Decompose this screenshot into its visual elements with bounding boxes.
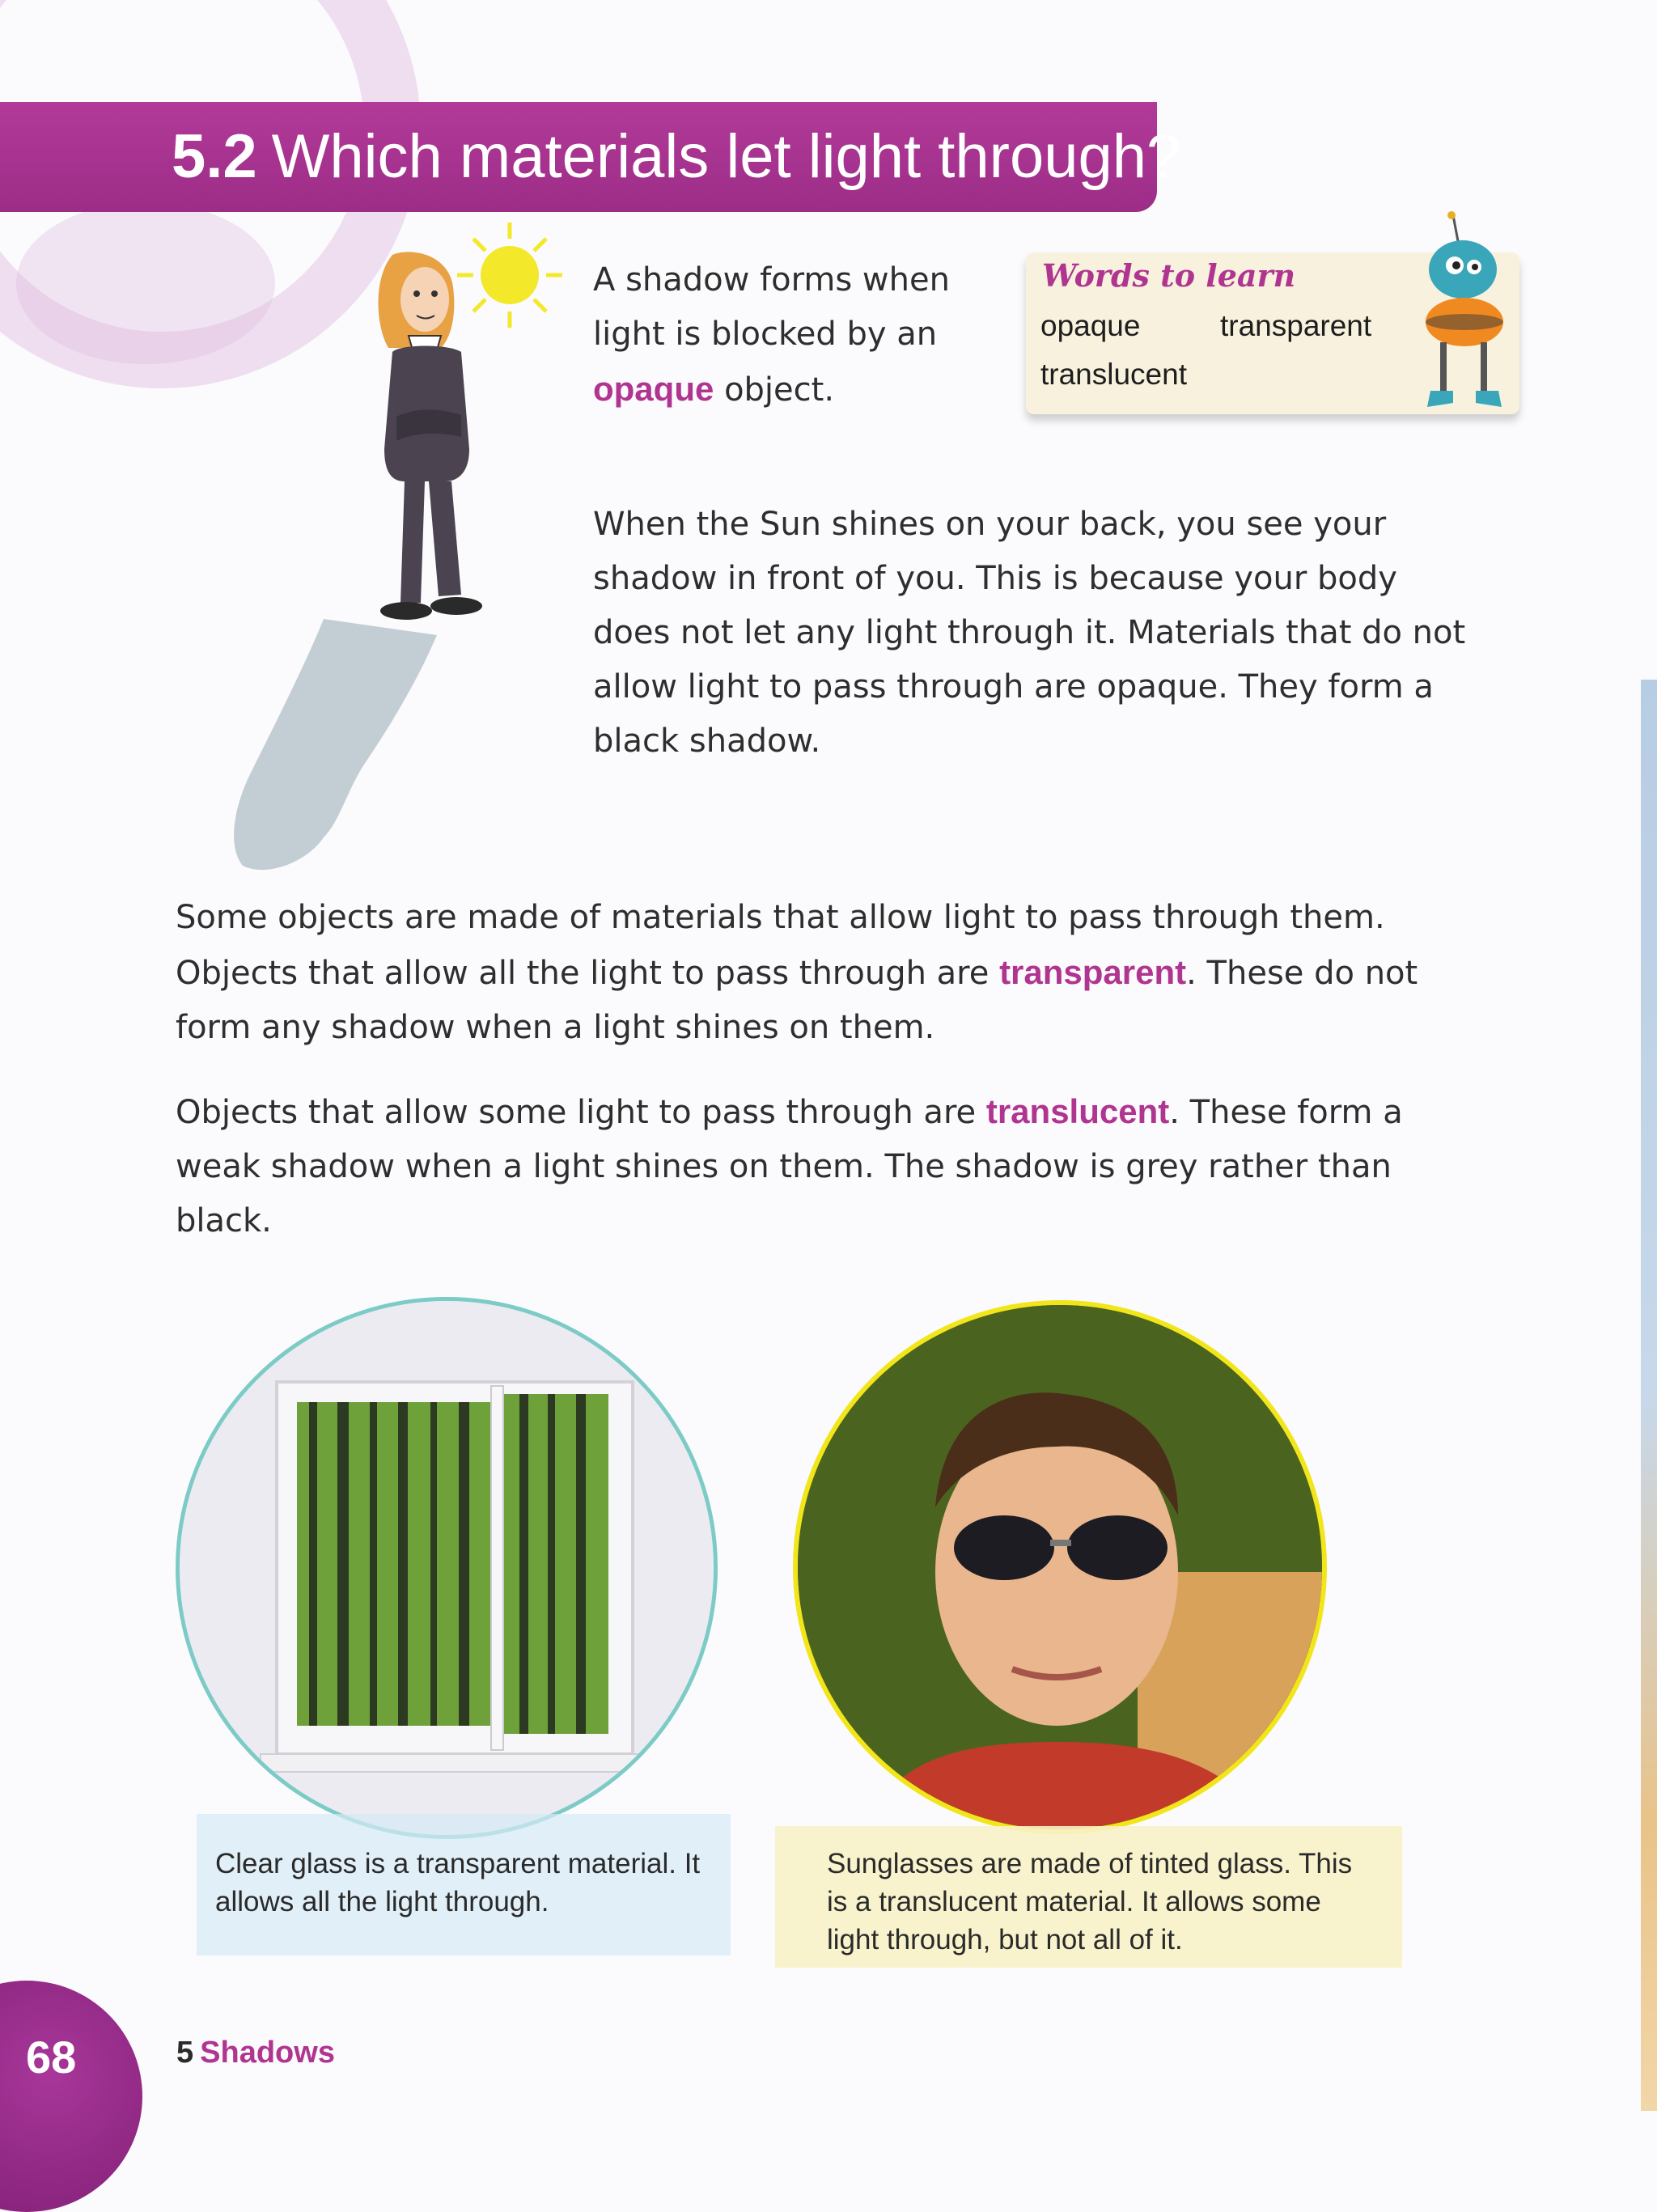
section-title-bar bbox=[0, 102, 1181, 212]
girl-with-sun-illustration bbox=[227, 206, 599, 886]
footer-chapter bbox=[176, 2036, 335, 2070]
paragraph-transparent bbox=[176, 891, 1454, 1055]
sun-icon bbox=[457, 222, 562, 328]
chapter-title: Shadows bbox=[200, 2036, 335, 2070]
section-number: 5.2 bbox=[172, 122, 257, 191]
word-opaque: opaque bbox=[1040, 309, 1141, 342]
window-forest-photo bbox=[176, 1297, 718, 1839]
paragraph2-part2: . These do not form any shadow when a light shines on them. bbox=[176, 955, 1418, 1046]
window-illustration bbox=[180, 1301, 714, 1835]
page-number: 68 bbox=[26, 2032, 77, 2083]
paragraph-opaque: When the Sun shines on your back, you see your shadow in front of you. This is because your body does not let any light through it. Materials that do not allow light to pass through are opaque. They form a black shadow. bbox=[593, 506, 1466, 760]
intro-part2: object. bbox=[724, 371, 835, 409]
section-title: Which materials let light through? bbox=[271, 122, 1181, 191]
paragraph3-part2: . These form a weak shadow when a light shines on them. The shadow is grey rather than black. bbox=[176, 1094, 1403, 1239]
word-translucent: translucent bbox=[1040, 358, 1187, 391]
page-edge bbox=[1641, 680, 1657, 2111]
page-title bbox=[172, 122, 1181, 191]
keyword-opaque: opaque bbox=[593, 370, 714, 408]
chapter-number: 5 bbox=[176, 2036, 194, 2070]
caption-sunglasses: Sunglasses are made of tinted glass. This is a translucent material. It allows some light through, but not all of it. bbox=[827, 1848, 1353, 1956]
paragraph2-part1: Some objects are made of materials that allow light to pass through them. Objects that allow all the light to pass through are bbox=[176, 899, 1385, 992]
intro-text bbox=[593, 253, 998, 417]
keyword-translucent: translucent bbox=[985, 1092, 1170, 1130]
words-to-learn-title: Words to learn bbox=[1042, 257, 1296, 294]
intro-part1: A shadow forms when light is blocked by an bbox=[593, 261, 950, 353]
boy-sunglasses-photo bbox=[793, 1300, 1327, 1834]
page-number-circle bbox=[0, 1981, 142, 2212]
robot-mascot bbox=[1406, 209, 1519, 419]
keyword-transparent: transparent bbox=[999, 953, 1187, 991]
paragraph-translucent bbox=[176, 1084, 1454, 1248]
boy-illustration bbox=[798, 1305, 1322, 1829]
word-transparent: transparent bbox=[1220, 309, 1372, 342]
paragraph3-part1: Objects that allow some light to pass through are bbox=[176, 1094, 977, 1131]
caption-window: Clear glass is a transparent material. It allows all the light through. bbox=[215, 1848, 701, 1917]
